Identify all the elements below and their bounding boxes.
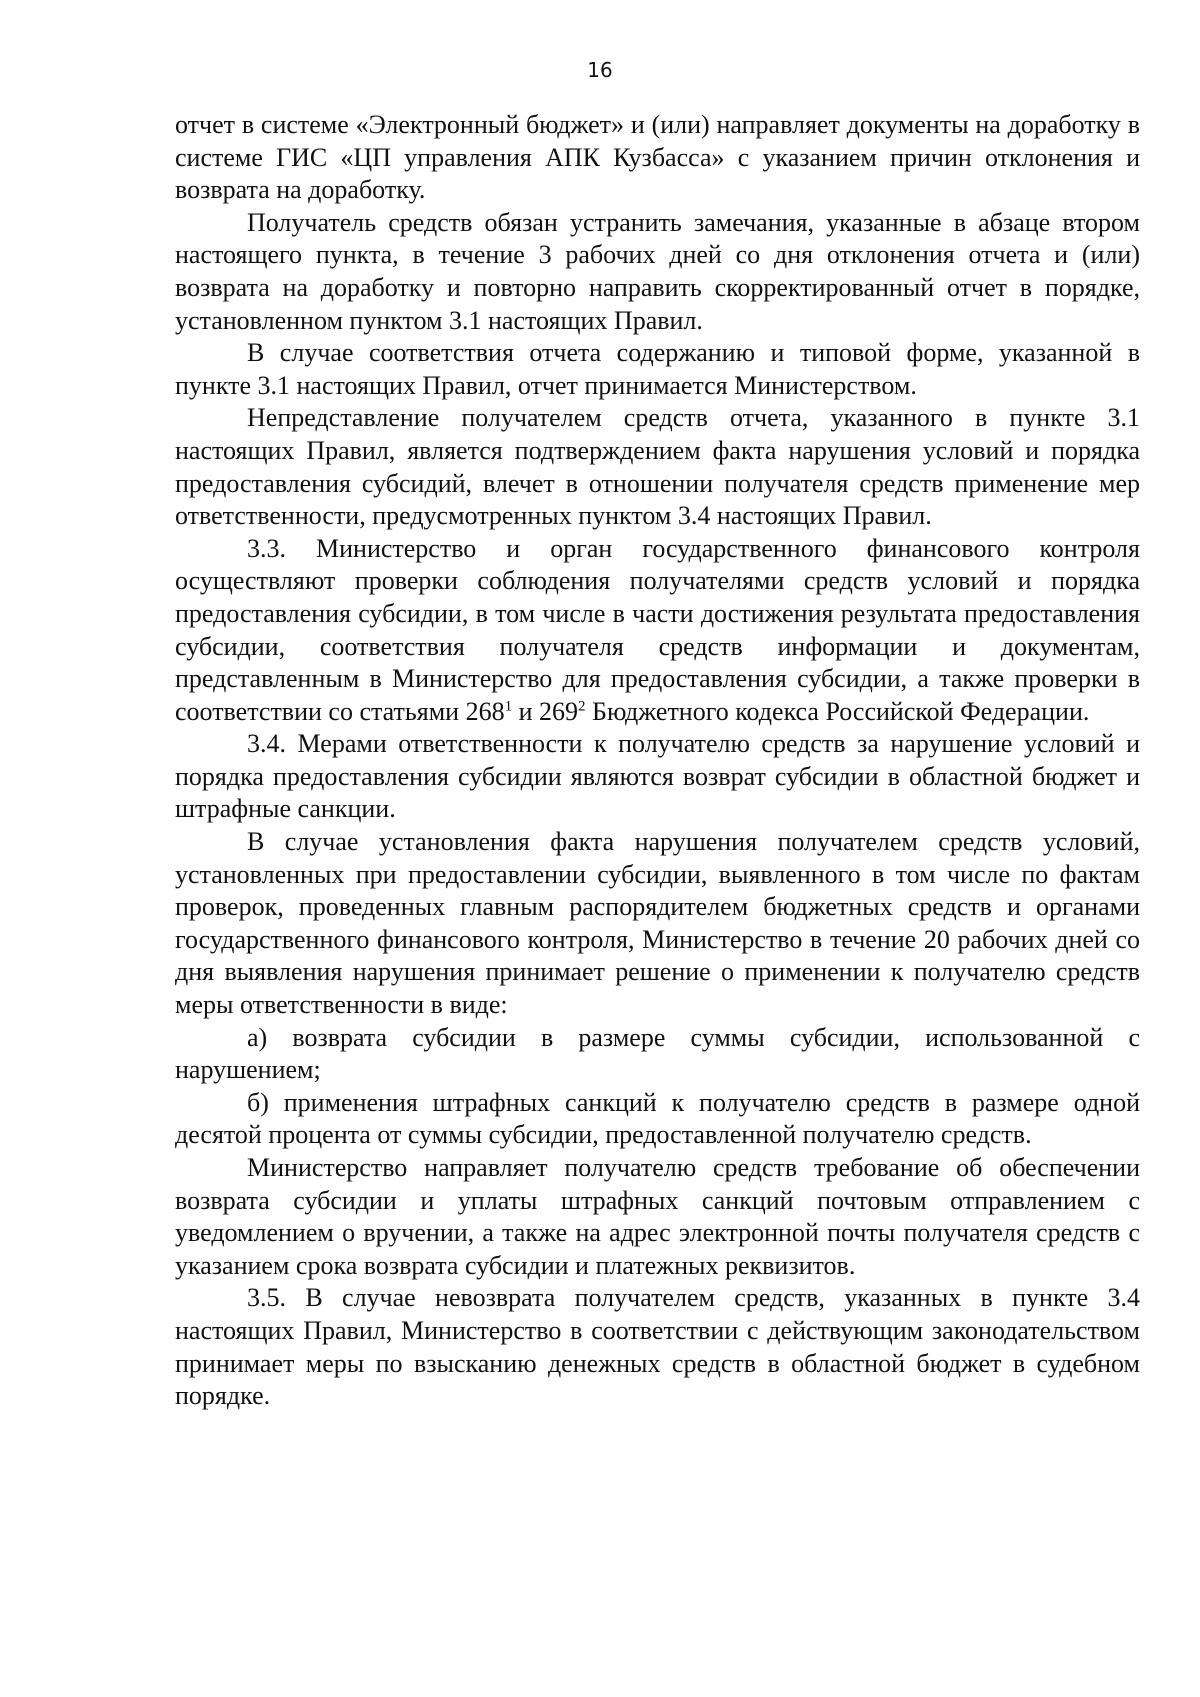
- page-number: 16: [587, 58, 613, 82]
- paragraph-3-5: 3.5. В случае невозврата получателем средств, указанных в пункте 3.4 настоящих Правил, Министерство в соответствии с действующим законодательством принимает меры по взысканию денежных средств в областной бюджет в судебном порядке.: [175, 1283, 1140, 1411]
- superscript-1: 1: [504, 698, 513, 715]
- paragraph-non-submission: Непредставление получателем средств отчета, указанного в пункте 3.1 настоящих Правил, является подтверждением факта нарушения условий и порядка предоставления субсидий, влечет в отношении получателя средств применение мер ответственности, предусмотренных пунктом 3.4 настоящих Правил.: [175, 403, 1140, 531]
- superscript-2: 2: [578, 698, 586, 715]
- list-item-a: а) возврата субсидии в размере суммы субсидии, использованной с нарушением;: [175, 1022, 1140, 1085]
- paragraph-continuation: отчет в системе «Электронный бюджет» и (или) направляет документы на доработку в системе ГИС «ЦП управления АПК Кузбасса» с указанием причин отклонения и возврата на доработку.: [175, 110, 1140, 205]
- paragraph-3-3-text-2: и 269: [512, 696, 579, 726]
- paragraph-violation-decision: В случае установления факта нарушения получателем средств условий, установленных при предоставлении субсидии, выявленного в том числе по фактам проверок, проведенных главным распорядителем бюджетных средств и органами государственного финансового контроля, Министерство в течение 20 рабочих дней со дня выявления нарушения принимает решение о применении к получателю средств меры ответственности в виде:: [175, 827, 1140, 1020]
- paragraph-ministry-demand: Министерство направляет получателю средств требование об обеспечении возврата субсидии и уплаты штрафных санкций почтовым отправлением с уведомлением о вручении, а также на адрес электронной почты получателя средств с указанием срока возврата субсидии и платежных реквизитов.: [175, 1153, 1140, 1280]
- paragraph-3-4: 3.4. Мерами ответственности к получателю средств за нарушение условий и порядка предоставления субсидии являются возврат субсидии в областной бюджет и штрафные санкции.: [175, 729, 1140, 824]
- list-item-b: б) применения штрафных санкций к получателю средств в размере одной десятой процента от суммы субсидии, предоставленной получателю средств.: [175, 1087, 1140, 1150]
- paragraph-report-acceptance: В случае соответствия отчета содержанию и типовой форме, указанной в пункте 3.1 настоящих Правил, отчет принимается Министерством.: [175, 338, 1140, 400]
- paragraph-correction-duty: Получатель средств обязан устранить замечания, указанные в абзаце втором настоящего пункта, в течение 3 рабочих дней со дня отклонения отчета и (или) возврата на доработку и повторно направить скорректированный отчет в порядке, установленном пунктом 3.1 настоящих Правил.: [175, 207, 1140, 335]
- paragraph-3-3-text-1: 3.3. Министерство и орган государственного финансового контроля осуществляют проверки соблюдения получателями средств условий и порядка предоставления субсидии, в том числе в части достижения результата предоставления субсидии, соответствия получателя средств информации и документам, представленным в Министерство для предоставления субсидии, а также проверки в соответствии со статьями 268: [175, 533, 1140, 726]
- document-body: [175, 109, 1140, 1413]
- paragraph-3-3-text-3: Бюджетного кодекса Российской Федерации.: [585, 696, 1090, 726]
- paragraph-3-3: [175, 533, 1140, 729]
